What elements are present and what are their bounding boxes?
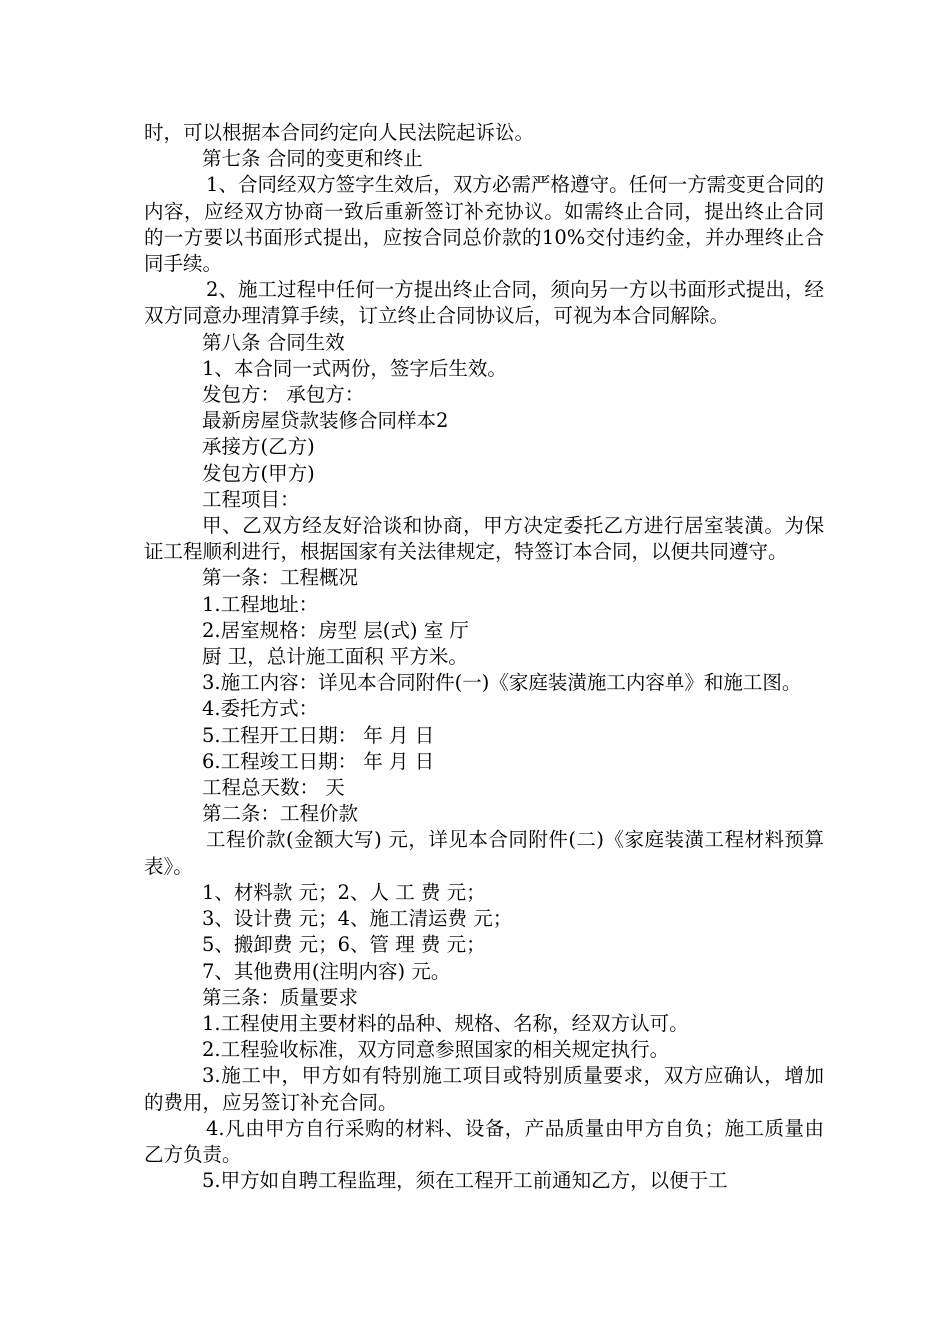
list-item: 4.凡由甲方自行采购的材料、设备，产品质量由甲方自负；施工质量由乙方负责。 bbox=[144, 1116, 824, 1166]
paragraph: 1、合同经双方签字生效后，双方必需严格遵守。任何一方需变更合同的内容，应经双方协商一致后重新签订补充协议。如需终止合同，提出终止合同的一方要以书面形式提出，应按合同总价款的10%交付违约金，并办理终止合同手续。 bbox=[144, 173, 824, 276]
paragraph: 时，可以根据本合同约定向人民法院起诉讼。 bbox=[144, 121, 535, 144]
paragraph: 工程价款(金额大写) 元，详见本合同附件(二)《家庭装潢工程材料预算表》。 bbox=[144, 828, 824, 878]
list-item: 1、材料款 元；2、人 工 费 元； bbox=[202, 880, 486, 904]
list-item: 2.工程验收标准，双方同意参照国家的相关规定执行。 bbox=[202, 1038, 670, 1062]
list-item: 1.工程地址： bbox=[202, 592, 319, 616]
list-item: 7、其他费用(注明内容) 元。 bbox=[202, 959, 451, 983]
list-item: 1.工程使用主要材料的品种、规格、名称，经双方认可。 bbox=[202, 1011, 689, 1035]
section-heading: 第七条 合同的变更和终止 bbox=[202, 147, 423, 171]
paragraph: 2、施工过程中任何一方提出终止合同，须向另一方以书面形式提出，经双方同意办理清算手续，订立终止合同协议后，可视为本合同解除。 bbox=[144, 278, 824, 328]
list-item: 6.工程竣工日期： 年 月 日 bbox=[202, 749, 435, 773]
list-item: 厨 卫，总计施工面积 平方米。 bbox=[202, 645, 468, 669]
paragraph: 1、本合同一式两份，签字后生效。 bbox=[202, 356, 507, 380]
section-heading: 第二条：工程价款 bbox=[202, 802, 359, 826]
list-item: 2.居室规格：房型 层(式) 室 厅 bbox=[202, 618, 469, 642]
list-item: 4.委托方式： bbox=[202, 697, 319, 721]
list-item: 5.甲方如自聘工程监理，须在工程开工前通知乙方，以便于工 bbox=[202, 1169, 728, 1193]
field-label: 工程项目： bbox=[202, 487, 300, 511]
paragraph: 甲、乙双方经友好洽谈和协商，甲方决定委托乙方进行居室装潢。为保证工程顺利进行，根据国家有关法律规定，特签订本合同，以便共同遵守。 bbox=[144, 514, 824, 564]
section-heading: 第八条 合同生效 bbox=[202, 330, 345, 354]
list-item: 5、搬卸费 元；6、管 理 费 元； bbox=[202, 933, 486, 957]
list-item: 3、设计费 元；4、施工清运费 元； bbox=[202, 907, 513, 931]
contract-text bbox=[144, 120, 824, 1194]
document-title: 最新房屋贷款装修合同样本2 bbox=[202, 409, 449, 433]
list-item: 3.施工内容：详见本合同附件(一)《家庭装潢施工内容单》和施工图。 bbox=[202, 671, 802, 695]
party-label: 承接方(乙方) bbox=[202, 435, 315, 459]
list-item: 3.施工中，甲方如有特别施工项目或特别质量要求，双方应确认，增加的费用，应另签订补充合同。 bbox=[144, 1064, 824, 1114]
list-item: 5.工程开工日期： 年 月 日 bbox=[202, 723, 435, 747]
signature-line: 发包方： 承包方： bbox=[202, 383, 365, 407]
section-heading: 第三条：质量要求 bbox=[202, 985, 359, 1009]
section-heading: 第一条：工程概况 bbox=[202, 566, 359, 590]
party-label: 发包方(甲方) bbox=[202, 461, 315, 485]
list-item: 工程总天数： 天 bbox=[202, 776, 345, 800]
